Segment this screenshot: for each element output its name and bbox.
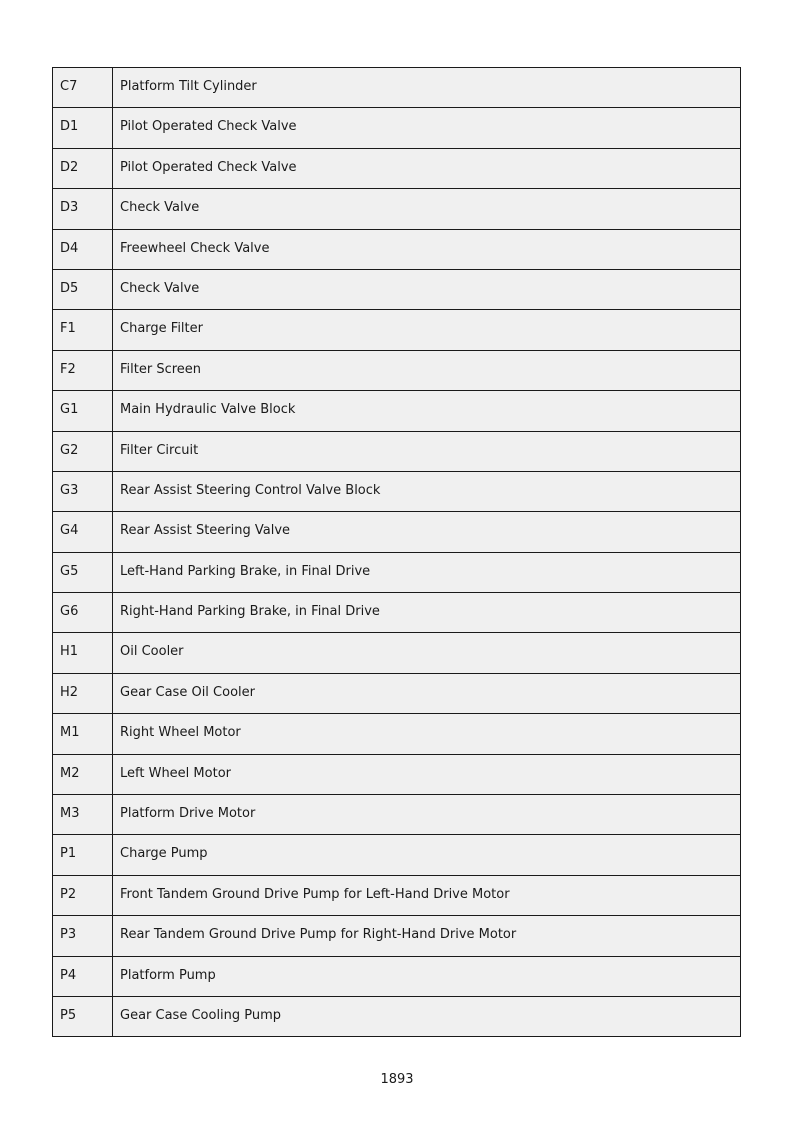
component-description-cell: Pilot Operated Check Valve: [120, 159, 297, 175]
component-description-cell: Freewheel Check Valve: [120, 240, 270, 256]
component-code-cell: P3: [53, 916, 113, 955]
table-row: [53, 957, 740, 997]
component-code-cell: H1: [53, 633, 113, 672]
table-row: [53, 916, 740, 956]
page-number: 1893: [380, 1072, 414, 1087]
component-code-cell: G1: [53, 391, 113, 430]
table-row: [53, 108, 740, 148]
component-description-cell: Filter Circuit: [120, 442, 199, 458]
table-row: [53, 472, 740, 512]
component-code-cell: G3: [53, 472, 113, 511]
component-description-cell: Left-Hand Parking Brake, in Final Drive: [120, 563, 371, 579]
component-code-cell: D3: [53, 189, 113, 228]
table-row: [53, 68, 740, 108]
component-code-cell: F1: [53, 310, 113, 349]
component-description-cell: Platform Drive Motor: [120, 806, 256, 822]
table-row: [53, 432, 740, 472]
table-row: [53, 230, 740, 270]
component-description-cell: Charge Pump: [120, 846, 208, 862]
component-code-cell: C7: [53, 68, 113, 107]
component-description-cell: Right Wheel Motor: [120, 725, 241, 741]
component-code-cell: D2: [53, 149, 113, 188]
component-description-cell: Gear Case Oil Cooler: [120, 684, 255, 700]
component-code-cell: P4: [53, 957, 113, 996]
table-row: [53, 633, 740, 673]
component-code-cell: M3: [53, 795, 113, 834]
component-code-cell: H2: [53, 674, 113, 713]
component-description-cell: Rear Assist Steering Valve: [120, 523, 291, 539]
table-row: [53, 876, 740, 916]
table-row: [53, 391, 740, 431]
table-row: [53, 310, 740, 350]
component-table: [52, 67, 741, 1037]
component-code-cell: G6: [53, 593, 113, 632]
component-description-cell: Check Valve: [120, 280, 200, 296]
table-row: [53, 189, 740, 229]
component-description-cell: Front Tandem Ground Drive Pump for Left-Hand Drive Motor: [120, 886, 510, 902]
table-row: [53, 795, 740, 835]
table-row: [53, 755, 740, 795]
component-description-cell: Filter Screen: [120, 361, 202, 377]
table-row: [53, 674, 740, 714]
table-row: [53, 270, 740, 310]
table-row: [53, 714, 740, 754]
component-code-cell: D4: [53, 230, 113, 269]
table-row: [53, 997, 740, 1037]
component-description-cell: Oil Cooler: [120, 644, 184, 660]
component-code-cell: D1: [53, 108, 113, 147]
component-description-cell: Rear Assist Steering Control Valve Block: [120, 482, 381, 498]
component-code-cell: M1: [53, 714, 113, 753]
component-code-cell: P2: [53, 876, 113, 915]
component-description-cell: Left Wheel Motor: [120, 765, 231, 781]
table-row: [53, 149, 740, 189]
table-row: [53, 351, 740, 391]
component-code-cell: G4: [53, 512, 113, 551]
component-description-cell: Gear Case Cooling Pump: [120, 1007, 282, 1023]
component-code-cell: P5: [53, 997, 113, 1036]
component-code-cell: D5: [53, 270, 113, 309]
table-row: [53, 835, 740, 875]
table-row: [53, 593, 740, 633]
component-code-cell: G5: [53, 553, 113, 592]
component-code-cell: M2: [53, 755, 113, 794]
component-code-cell: G2: [53, 432, 113, 471]
component-description-cell: Charge Filter: [120, 321, 203, 337]
component-description-cell: Rear Tandem Ground Drive Pump for Right-Hand Drive Motor: [120, 927, 517, 943]
component-description-cell: Main Hydraulic Valve Block: [120, 402, 296, 418]
component-description-cell: Pilot Operated Check Valve: [120, 119, 297, 135]
component-code-cell: P1: [53, 835, 113, 874]
component-description-cell: Right-Hand Parking Brake, in Final Drive: [120, 604, 380, 620]
component-code-cell: F2: [53, 351, 113, 390]
table-row: [53, 553, 740, 593]
component-description-cell: Platform Pump: [120, 967, 216, 983]
component-description-cell: Check Valve: [120, 200, 200, 216]
table-row: [53, 512, 740, 552]
component-description-cell: Platform Tilt Cylinder: [120, 79, 257, 94]
